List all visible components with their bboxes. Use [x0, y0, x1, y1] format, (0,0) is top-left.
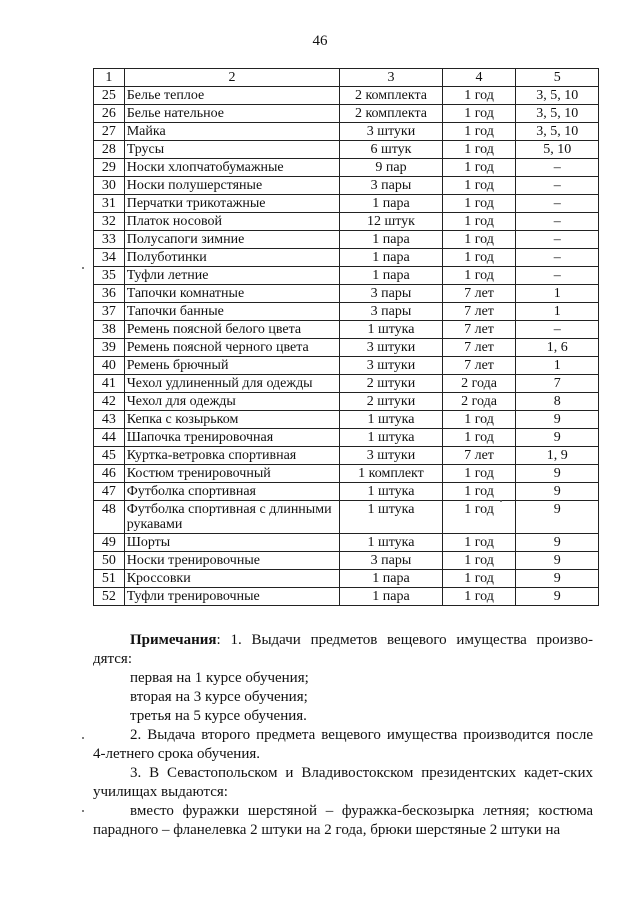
- item-quantity: 1 пара: [340, 570, 442, 588]
- item-term: 1 год: [442, 141, 516, 159]
- item-term: 1 год: [442, 267, 516, 285]
- row-number: 47: [94, 483, 125, 501]
- table-row: [94, 195, 599, 213]
- item-notes: 9: [516, 570, 599, 588]
- item-quantity: 2 штуки: [340, 375, 442, 393]
- scan-dot: [82, 267, 84, 269]
- row-number: 40: [94, 357, 125, 375]
- item-term: 1 год: [442, 552, 516, 570]
- item-notes: –: [516, 159, 599, 177]
- item-quantity: 3 пары: [340, 552, 442, 570]
- item-term: 1 год: [442, 123, 516, 141]
- item-notes: 1: [516, 357, 599, 375]
- item-name: Костюм тренировочный: [124, 465, 340, 483]
- row-number: 26: [94, 105, 125, 123]
- item-quantity: 1 штука: [340, 321, 442, 339]
- item-quantity: 1 штука: [340, 501, 442, 534]
- table-row: [94, 393, 599, 411]
- item-term: 1 год: [442, 87, 516, 105]
- item-quantity: 3 пары: [340, 285, 442, 303]
- note-3: 3. В Севастопольском и Владивостокском президентских кадет-ских училищах выдаются:: [93, 765, 593, 800]
- item-notes: 5, 10: [516, 141, 599, 159]
- note-1-text: : 1. Выдачи предметов вещевого имущества произво-дятся:: [93, 632, 593, 667]
- item-notes: 3, 5, 10: [516, 105, 599, 123]
- item-notes: 9: [516, 465, 599, 483]
- item-name: Трусы: [124, 141, 340, 159]
- item-quantity: 2 комплекта: [340, 87, 442, 105]
- header-cell: 1: [94, 69, 125, 87]
- item-term: 1 год: [442, 249, 516, 267]
- item-name: Футболка спортивная с длинными рукавами: [124, 501, 340, 534]
- item-name: Белье нательное: [124, 105, 340, 123]
- table-row: [94, 447, 599, 465]
- item-name: Полуботинки: [124, 249, 340, 267]
- note-1-sub-third: третья на 5 курсе обучения.: [130, 708, 307, 724]
- note-1: [93, 631, 593, 669]
- item-notes: –: [516, 213, 599, 231]
- table-row: [94, 375, 599, 393]
- item-notes: 9: [516, 588, 599, 606]
- item-quantity: 1 штука: [340, 411, 442, 429]
- item-notes: 1, 9: [516, 447, 599, 465]
- note-1-sub-second: вторая на 3 курсе обучения;: [130, 689, 308, 705]
- note-3-sub: вместо фуражки шерстяной – фуражка-бескозырка летняя; костюма парадного – фланелевка 2 штуки на 2 года, брюки шерстяные 2 штуки на: [93, 803, 593, 838]
- item-name: Кроссовки: [124, 570, 340, 588]
- item-quantity: 1 штука: [340, 483, 442, 501]
- table-row: [94, 465, 599, 483]
- scan-dot: [82, 737, 84, 739]
- item-name: Чехол для одежды: [124, 393, 340, 411]
- item-quantity: 1 комплект: [340, 465, 442, 483]
- row-number: 41: [94, 375, 125, 393]
- row-number: 45: [94, 447, 125, 465]
- item-quantity: 1 штука: [340, 429, 442, 447]
- item-term: 1 год: [442, 570, 516, 588]
- item-quantity: 12 штук: [340, 213, 442, 231]
- item-name: Носки хлопчатобумажные: [124, 159, 340, 177]
- item-name: Майка: [124, 123, 340, 141]
- items-table: [93, 68, 599, 606]
- item-name: Белье теплое: [124, 87, 340, 105]
- item-quantity: 1 штука: [340, 534, 442, 552]
- note-1-sub-first: первая на 1 курсе обучения;: [130, 670, 309, 686]
- item-quantity: 1 пара: [340, 588, 442, 606]
- item-term: 1 год: [442, 429, 516, 447]
- table-row: [94, 231, 599, 249]
- row-number: 48: [94, 501, 125, 534]
- item-name: Туфли летние: [124, 267, 340, 285]
- item-quantity: 3 штуки: [340, 447, 442, 465]
- item-name: Футболка спортивная: [124, 483, 340, 501]
- table-row: [94, 213, 599, 231]
- table-row: [94, 429, 599, 447]
- header-cell: 2: [124, 69, 340, 87]
- item-quantity: 3 штуки: [340, 123, 442, 141]
- table-header-row: [94, 69, 599, 87]
- item-term: 7 лет: [442, 303, 516, 321]
- row-number: 32: [94, 213, 125, 231]
- row-number: 31: [94, 195, 125, 213]
- item-quantity: 1 пара: [340, 231, 442, 249]
- row-number: 49: [94, 534, 125, 552]
- row-number: 28: [94, 141, 125, 159]
- item-notes: –: [516, 321, 599, 339]
- item-name: Куртка-ветровка спортивная: [124, 447, 340, 465]
- item-notes: 9: [516, 534, 599, 552]
- table-row: [94, 588, 599, 606]
- table-row: [94, 552, 599, 570]
- item-quantity: 1 пара: [340, 249, 442, 267]
- item-quantity: 6 штук: [340, 141, 442, 159]
- item-name: Полусапоги зимние: [124, 231, 340, 249]
- table-row: [94, 87, 599, 105]
- item-notes: 9: [516, 552, 599, 570]
- table-row: [94, 339, 599, 357]
- item-name: Тапочки комнатные: [124, 285, 340, 303]
- scan-dot: [500, 500, 502, 502]
- item-name: Ремень брючный: [124, 357, 340, 375]
- table-row: [94, 249, 599, 267]
- notes-heading: Примечания: [130, 632, 217, 648]
- row-number: 44: [94, 429, 125, 447]
- row-number: 25: [94, 87, 125, 105]
- row-number: 43: [94, 411, 125, 429]
- item-notes: 3, 5, 10: [516, 87, 599, 105]
- item-name: Перчатки трикотажные: [124, 195, 340, 213]
- item-name: Ремень поясной белого цвета: [124, 321, 340, 339]
- item-notes: 9: [516, 411, 599, 429]
- row-number: 35: [94, 267, 125, 285]
- table-row: [94, 570, 599, 588]
- row-number: 50: [94, 552, 125, 570]
- item-name: Чехол удлиненный для одежды: [124, 375, 340, 393]
- item-term: 1 год: [442, 177, 516, 195]
- item-term: 1 год: [442, 195, 516, 213]
- row-number: 29: [94, 159, 125, 177]
- item-term: 1 год: [442, 534, 516, 552]
- item-notes: 1, 6: [516, 339, 599, 357]
- row-number: 37: [94, 303, 125, 321]
- item-quantity: 3 пары: [340, 177, 442, 195]
- item-name: Носки тренировочные: [124, 552, 340, 570]
- item-term: 1 год: [442, 159, 516, 177]
- item-notes: –: [516, 249, 599, 267]
- item-term: 1 год: [442, 465, 516, 483]
- row-number: 38: [94, 321, 125, 339]
- row-number: 30: [94, 177, 125, 195]
- item-term: 1 год: [442, 411, 516, 429]
- item-term: 7 лет: [442, 339, 516, 357]
- row-number: 52: [94, 588, 125, 606]
- row-number: 34: [94, 249, 125, 267]
- item-name: Кепка с козырьком: [124, 411, 340, 429]
- item-notes: 9: [516, 501, 599, 534]
- item-quantity: 9 пар: [340, 159, 442, 177]
- row-number: 33: [94, 231, 125, 249]
- item-notes: 1: [516, 303, 599, 321]
- item-term: 2 года: [442, 393, 516, 411]
- table-row: [94, 534, 599, 552]
- item-quantity: 2 комплекта: [340, 105, 442, 123]
- item-quantity: 3 штуки: [340, 339, 442, 357]
- item-quantity: 3 пары: [340, 303, 442, 321]
- notes-section: [93, 631, 593, 840]
- row-number: 51: [94, 570, 125, 588]
- item-quantity: 2 штуки: [340, 393, 442, 411]
- item-term: 7 лет: [442, 447, 516, 465]
- item-term: 1 год: [442, 105, 516, 123]
- item-quantity: 1 пара: [340, 267, 442, 285]
- item-notes: 9: [516, 483, 599, 501]
- item-term: 2 года: [442, 375, 516, 393]
- item-term: 7 лет: [442, 285, 516, 303]
- item-name: Шапочка тренировочная: [124, 429, 340, 447]
- item-term: 1 год: [442, 588, 516, 606]
- table-row: [94, 285, 599, 303]
- item-term: 1 год: [442, 213, 516, 231]
- table-row: [94, 159, 599, 177]
- table-row: [94, 321, 599, 339]
- table-row: [94, 411, 599, 429]
- table-row: [94, 177, 599, 195]
- item-name: Шорты: [124, 534, 340, 552]
- table-row: [94, 141, 599, 159]
- item-term: 1 год: [442, 231, 516, 249]
- page-number: 46: [312, 33, 328, 49]
- item-term: 1 год: [442, 483, 516, 501]
- header-cell: 3: [340, 69, 442, 87]
- item-name: Платок носовой: [124, 213, 340, 231]
- row-number: 42: [94, 393, 125, 411]
- item-name: Тапочки банные: [124, 303, 340, 321]
- item-notes: 1: [516, 285, 599, 303]
- scan-dot: [82, 810, 84, 812]
- row-number: 36: [94, 285, 125, 303]
- item-notes: 3, 5, 10: [516, 123, 599, 141]
- table-row: [94, 267, 599, 285]
- row-number: 27: [94, 123, 125, 141]
- item-term: 7 лет: [442, 321, 516, 339]
- row-number: 46: [94, 465, 125, 483]
- item-notes: –: [516, 177, 599, 195]
- table-row: [94, 483, 599, 501]
- table-row: [94, 357, 599, 375]
- item-notes: –: [516, 195, 599, 213]
- row-number: 39: [94, 339, 125, 357]
- item-notes: 8: [516, 393, 599, 411]
- item-name: Ремень поясной черного цвета: [124, 339, 340, 357]
- item-term: 1 год: [442, 501, 516, 534]
- item-notes: –: [516, 267, 599, 285]
- item-notes: 7: [516, 375, 599, 393]
- header-cell: 4: [442, 69, 516, 87]
- header-cell: 5: [516, 69, 599, 87]
- note-2: 2. Выдача второго предмета вещевого имущества производится после 4-летнего срока обучения.: [93, 727, 593, 762]
- table-row: [94, 105, 599, 123]
- item-quantity: 3 штуки: [340, 357, 442, 375]
- table-row: [94, 123, 599, 141]
- item-notes: –: [516, 231, 599, 249]
- item-term: 7 лет: [442, 357, 516, 375]
- item-name: Носки полушерстяные: [124, 177, 340, 195]
- table-row: [94, 303, 599, 321]
- item-quantity: 1 пара: [340, 195, 442, 213]
- item-name: Туфли тренировочные: [124, 588, 340, 606]
- item-notes: 9: [516, 429, 599, 447]
- table-row: [94, 501, 599, 534]
